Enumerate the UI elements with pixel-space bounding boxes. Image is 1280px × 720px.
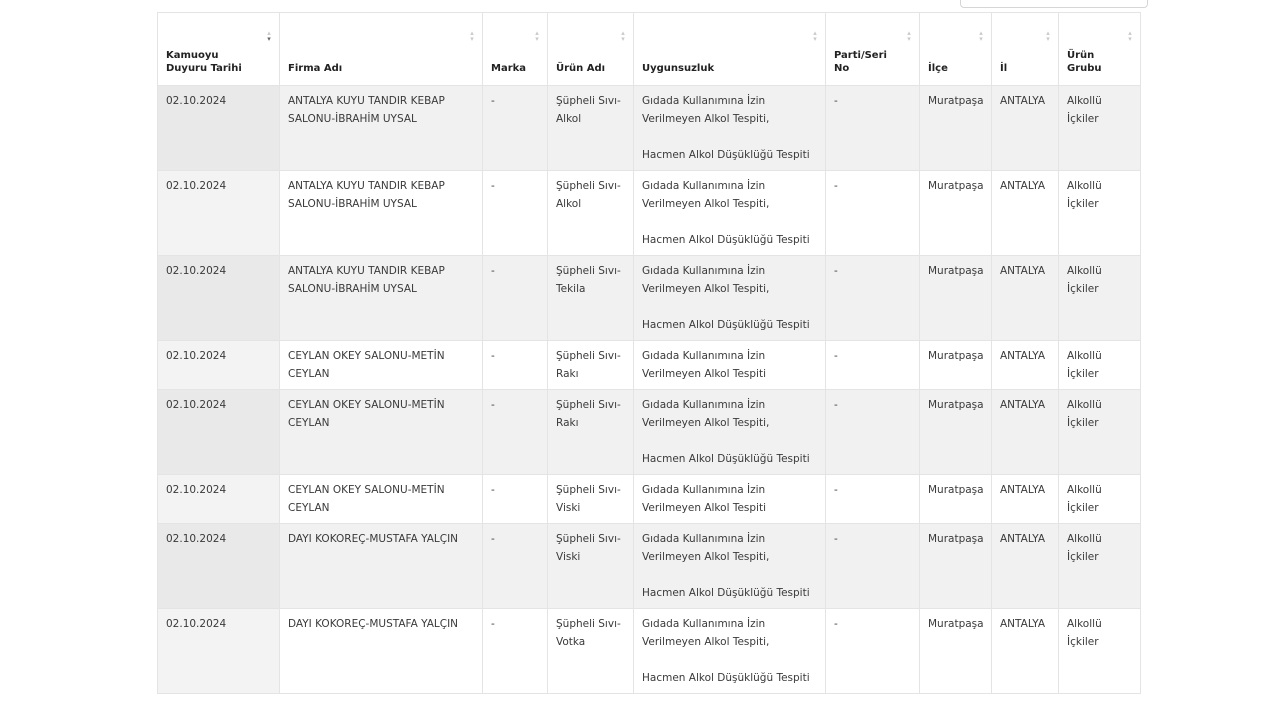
issue-line: Gıdada Kullanımına İzin Verilmeyen Alkol Tespiti, xyxy=(642,180,770,210)
firm-cell: DAYI KOKOREÇ-MUSTAFA YALÇIN xyxy=(280,609,483,694)
issue-cell xyxy=(634,256,826,341)
product-cell: Şüpheli Sıvı-Rakı xyxy=(548,341,634,390)
batch-cell: - xyxy=(826,341,920,390)
province-cell: ANTALYA xyxy=(992,609,1059,694)
table-row xyxy=(158,390,1141,475)
issue-cell xyxy=(634,86,826,171)
sort-up-icon: ▴ xyxy=(1128,29,1132,37)
issue-line: Hacmen Alkol Düşüklüğü Tespiti xyxy=(642,149,810,161)
issue-gap xyxy=(642,128,817,146)
sort-down-icon: ▾ xyxy=(979,35,983,43)
brand-cell: - xyxy=(483,475,548,524)
issue-line: Gıdada Kullanımına İzin Verilmeyen Alkol Tespiti, xyxy=(642,533,770,563)
sort-icon[interactable] xyxy=(812,30,818,42)
province-cell: ANTALYA xyxy=(992,390,1059,475)
batch-cell: - xyxy=(826,475,920,524)
sort-icon[interactable] xyxy=(620,30,626,42)
issue-gap xyxy=(642,213,817,231)
date-cell: 02.10.2024 xyxy=(158,256,280,341)
firm-cell: ANTALYA KUYU TANDIR KEBAP SALONU-İBRAHİM UYSAL xyxy=(280,86,483,171)
group-cell: Alkollü İçkiler xyxy=(1059,171,1141,256)
sort-up-icon: ▴ xyxy=(621,29,625,37)
group-cell: Alkollü İçkiler xyxy=(1059,256,1141,341)
district-cell: Muratpaşa xyxy=(920,86,992,171)
group-cell: Alkollü İçkiler xyxy=(1059,609,1141,694)
province-cell: ANTALYA xyxy=(992,171,1059,256)
issue-line: Hacmen Alkol Düşüklüğü Tespiti xyxy=(642,672,810,684)
district-cell: Muratpaşa xyxy=(920,256,992,341)
sort-icon[interactable] xyxy=(469,30,475,42)
district-cell: Muratpaşa xyxy=(920,524,992,609)
column-header-label: Firma Adı xyxy=(288,63,343,74)
group-cell: Alkollü İçkiler xyxy=(1059,86,1141,171)
sort-down-icon: ▾ xyxy=(907,35,911,43)
issue-gap xyxy=(642,566,817,584)
product-cell: Şüpheli Sıvı-Viski xyxy=(548,475,634,524)
column-header-label: Ürün Grubu xyxy=(1067,50,1102,74)
issue-line: Gıdada Kullanımına İzin Verilmeyen Alkol Tespiti xyxy=(642,484,766,514)
column-header-firm[interactable] xyxy=(280,13,483,86)
firm-cell: ANTALYA KUYU TANDIR KEBAP SALONU-İBRAHİM UYSAL xyxy=(280,256,483,341)
batch-cell: - xyxy=(826,609,920,694)
product-cell: Şüpheli Sıvı-Votka xyxy=(548,609,634,694)
product-cell: Şüpheli Sıvı-Alkol xyxy=(548,171,634,256)
table-row xyxy=(158,524,1141,609)
table-row xyxy=(158,341,1141,390)
table-row xyxy=(158,256,1141,341)
issue-line: Hacmen Alkol Düşüklüğü Tespiti xyxy=(642,587,810,599)
batch-cell: - xyxy=(826,524,920,609)
issue-line: Gıdada Kullanımına İzin Verilmeyen Alkol Tespiti, xyxy=(642,95,770,125)
product-cell: Şüpheli Sıvı-Rakı xyxy=(548,390,634,475)
issue-line: Hacmen Alkol Düşüklüğü Tespiti xyxy=(642,234,810,246)
issue-line: Gıdada Kullanımına İzin Verilmeyen Alkol Tespiti, xyxy=(642,618,770,648)
issue-cell xyxy=(634,475,826,524)
product-cell: Şüpheli Sıvı-Viski xyxy=(548,524,634,609)
group-cell: Alkollü İçkiler xyxy=(1059,475,1141,524)
district-cell: Muratpaşa xyxy=(920,609,992,694)
sort-down-icon: ▾ xyxy=(470,35,474,43)
issue-gap xyxy=(642,432,817,450)
firm-cell: CEYLAN OKEY SALONU-METİN CEYLAN xyxy=(280,390,483,475)
issue-cell xyxy=(634,171,826,256)
column-header-label: Marka xyxy=(491,63,527,74)
brand-cell: - xyxy=(483,256,548,341)
records-table xyxy=(157,12,1141,694)
sort-down-icon: ▾ xyxy=(1128,35,1132,43)
district-cell: Muratpaşa xyxy=(920,390,992,475)
sort-down-icon: ▾ xyxy=(813,35,817,43)
group-cell: Alkollü İçkiler xyxy=(1059,524,1141,609)
date-cell: 02.10.2024 xyxy=(158,171,280,256)
date-cell: 02.10.2024 xyxy=(158,341,280,390)
product-cell: Şüpheli Sıvı-Tekila xyxy=(548,256,634,341)
sort-down-icon: ▾ xyxy=(535,35,539,43)
column-header-label: İl xyxy=(1000,63,1008,74)
issue-cell xyxy=(634,390,826,475)
sort-up-icon: ▴ xyxy=(813,29,817,37)
search-input[interactable] xyxy=(960,0,1148,8)
table-row xyxy=(158,475,1141,524)
district-cell: Muratpaşa xyxy=(920,475,992,524)
issue-line: Hacmen Alkol Düşüklüğü Tespiti xyxy=(642,319,810,331)
product-cell: Şüpheli Sıvı-Alkol xyxy=(548,86,634,171)
province-cell: ANTALYA xyxy=(992,524,1059,609)
province-cell: ANTALYA xyxy=(992,256,1059,341)
issue-cell xyxy=(634,524,826,609)
column-header-brand[interactable] xyxy=(483,13,548,86)
table-body xyxy=(158,86,1141,694)
batch-cell: - xyxy=(826,171,920,256)
sort-icon[interactable] xyxy=(1127,30,1133,42)
sort-up-icon: ▴ xyxy=(470,29,474,37)
brand-cell: - xyxy=(483,171,548,256)
issue-line: Gıdada Kullanımına İzin Verilmeyen Alkol Tespiti xyxy=(642,350,766,380)
column-header-label: Kamuoyu Duyuru Tarihi xyxy=(166,50,242,74)
sort-icon[interactable] xyxy=(266,30,272,42)
sort-icon[interactable] xyxy=(1045,30,1051,42)
column-header-label: İlçe xyxy=(928,63,948,74)
sort-down-icon: ▾ xyxy=(621,35,625,43)
sort-up-icon: ▴ xyxy=(1046,29,1050,37)
batch-cell: - xyxy=(826,390,920,475)
sort-up-icon: ▴ xyxy=(907,29,911,37)
brand-cell: - xyxy=(483,609,548,694)
group-cell: Alkollü İçkiler xyxy=(1059,341,1141,390)
sort-icon[interactable] xyxy=(534,30,540,42)
column-header-district[interactable] xyxy=(920,13,992,86)
district-cell: Muratpaşa xyxy=(920,171,992,256)
date-cell: 02.10.2024 xyxy=(158,86,280,171)
sort-up-icon: ▴ xyxy=(267,29,271,37)
issue-cell xyxy=(634,341,826,390)
batch-cell: - xyxy=(826,256,920,341)
issue-line: Gıdada Kullanımına İzin Verilmeyen Alkol Tespiti, xyxy=(642,265,770,295)
province-cell: ANTALYA xyxy=(992,475,1059,524)
date-cell: 02.10.2024 xyxy=(158,390,280,475)
date-cell: 02.10.2024 xyxy=(158,609,280,694)
issue-gap xyxy=(642,298,817,316)
table-row xyxy=(158,609,1141,694)
province-cell: ANTALYA xyxy=(992,341,1059,390)
sort-down-icon: ▾ xyxy=(267,35,271,43)
sort-up-icon: ▴ xyxy=(979,29,983,37)
batch-cell: - xyxy=(826,86,920,171)
issue-line: Hacmen Alkol Düşüklüğü Tespiti xyxy=(642,453,810,465)
column-header-group[interactable] xyxy=(1059,13,1141,86)
sort-down-icon: ▾ xyxy=(1046,35,1050,43)
district-cell: Muratpaşa xyxy=(920,341,992,390)
column-header-province[interactable] xyxy=(992,13,1059,86)
column-header-label: Uygunsuzluk xyxy=(642,63,715,74)
issue-line: Gıdada Kullanımına İzin Verilmeyen Alkol Tespiti, xyxy=(642,399,770,429)
sort-icon[interactable] xyxy=(906,30,912,42)
issue-cell xyxy=(634,609,826,694)
column-header-label: Parti/Seri No xyxy=(834,50,887,74)
issue-gap xyxy=(642,651,817,669)
sort-up-icon: ▴ xyxy=(535,29,539,37)
table-row xyxy=(158,86,1141,171)
column-header-issue[interactable] xyxy=(634,13,826,86)
sort-icon[interactable] xyxy=(978,30,984,42)
firm-cell: DAYI KOKOREÇ-MUSTAFA YALÇIN xyxy=(280,524,483,609)
column-header-batch[interactable] xyxy=(826,13,920,86)
brand-cell: - xyxy=(483,390,548,475)
brand-cell: - xyxy=(483,341,548,390)
column-header-label: Ürün Adı xyxy=(556,63,606,74)
column-header-product[interactable] xyxy=(548,13,634,86)
firm-cell: ANTALYA KUYU TANDIR KEBAP SALONU-İBRAHİM UYSAL xyxy=(280,171,483,256)
brand-cell: - xyxy=(483,524,548,609)
group-cell: Alkollü İçkiler xyxy=(1059,390,1141,475)
column-header-date[interactable] xyxy=(158,13,280,86)
date-cell: 02.10.2024 xyxy=(158,524,280,609)
table-header-row xyxy=(158,13,1141,86)
table-row xyxy=(158,171,1141,256)
date-cell: 02.10.2024 xyxy=(158,475,280,524)
province-cell: ANTALYA xyxy=(992,86,1059,171)
brand-cell: - xyxy=(483,86,548,171)
firm-cell: CEYLAN OKEY SALONU-METİN CEYLAN xyxy=(280,341,483,390)
firm-cell: CEYLAN OKEY SALONU-METİN CEYLAN xyxy=(280,475,483,524)
